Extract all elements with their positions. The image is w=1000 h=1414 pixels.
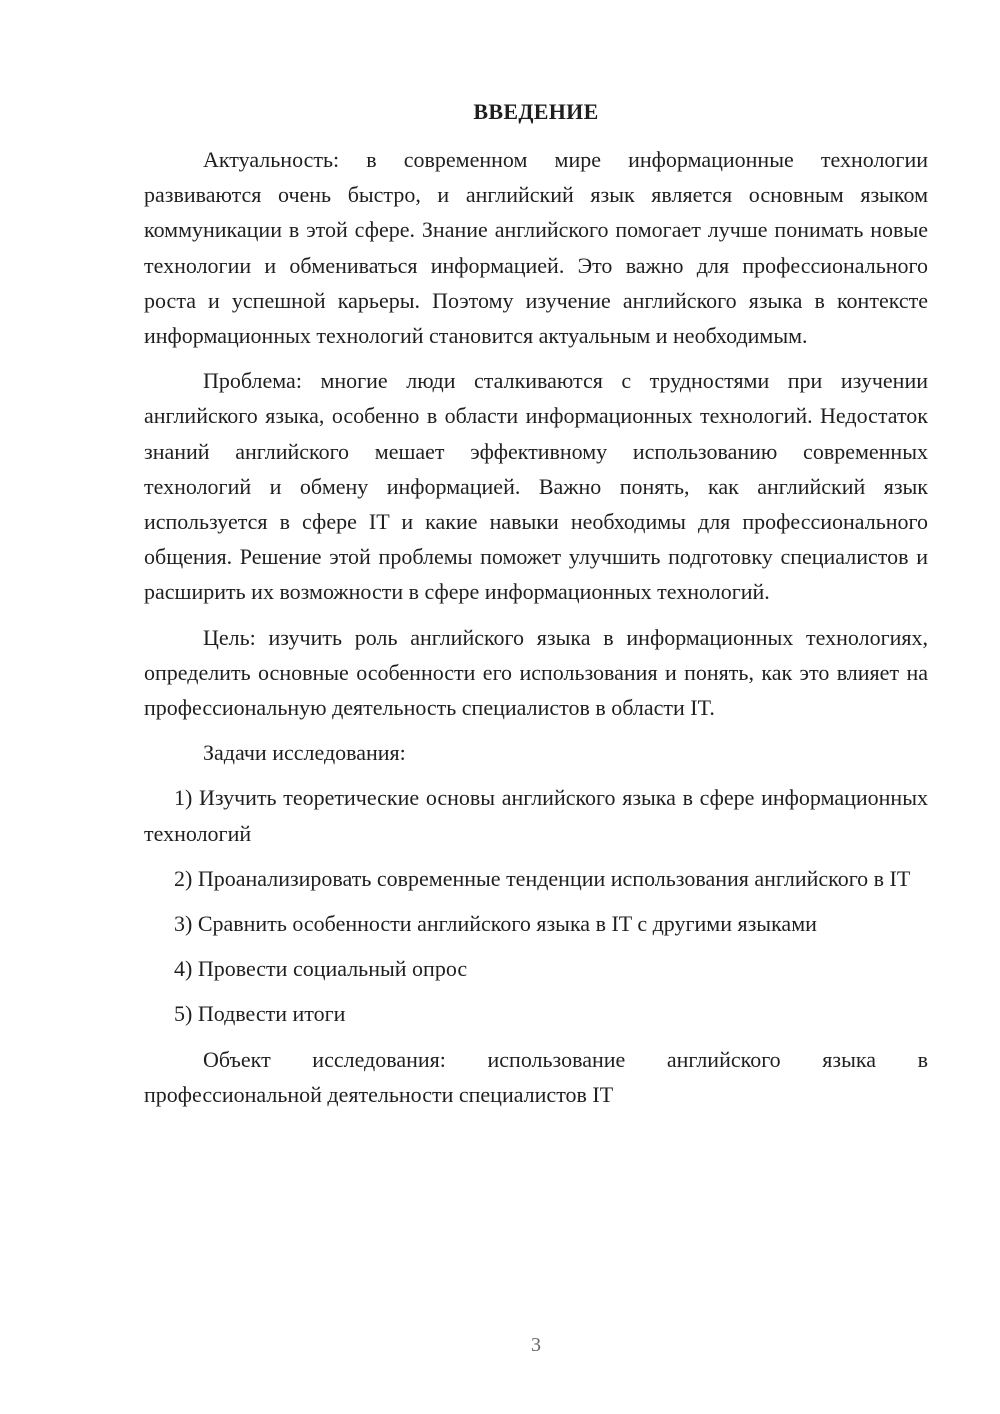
- goal-paragraph: Цель: изучить роль английского языка в информационных технологиях, определить основные особенности его использования и понять, как это влияет на профессиональную деятельность специалистов в области IT.: [144, 624, 928, 721]
- body-text: [144, 142, 928, 1122]
- task-item-5: 5) Подвести итоги: [174, 1001, 346, 1027]
- task-item-1: 1) Изучить теоретические основы английского языка в сфере информационных технологий: [144, 785, 928, 846]
- section-title: ВВЕДЕНИЕ: [473, 99, 599, 124]
- problem-paragraph: Проблема: многие люди сталкиваются с трудностями при изучении английского языка, особенно в области информационных технологий. Недостаток знаний английского мешает эффективному использованию современных технологий и обмену информацией. Важно понять, как английский язык используется в сфере IT и какие навыки необходимы для профессионального общения. Решение этой проблемы поможет улучшить подготовку специалистов и расширить их возможности в сфере информационных технологий.: [144, 368, 928, 605]
- task-item-4: 4) Провести социальный опрос: [174, 956, 468, 982]
- tasks-heading: Задачи исследования:: [203, 740, 406, 766]
- relevance-paragraph: Актуальность: в современном мире информационные технологии развиваются очень быстро, и английский язык является основным языком коммуникации в этой сфере. Знание английского помогает лучше понимать новые технологии и обмениваться информацией. Это важно для профессионального роста и успешной карьеры. Поэтому изучение английского языка в контексте информационных технологий становится актуальным и необходимым.: [144, 147, 928, 349]
- object-paragraph: Объект исследования: использование английского языка в профессиональной деятельности специалистов IT: [144, 1046, 928, 1107]
- task-item-2: 2) Проанализировать современные тенденции использования английского в IT: [174, 865, 911, 891]
- task-item-3: 3) Сравнить особенности английского языка в IT с другими языками: [174, 911, 817, 937]
- page-number: 3: [531, 1334, 541, 1356]
